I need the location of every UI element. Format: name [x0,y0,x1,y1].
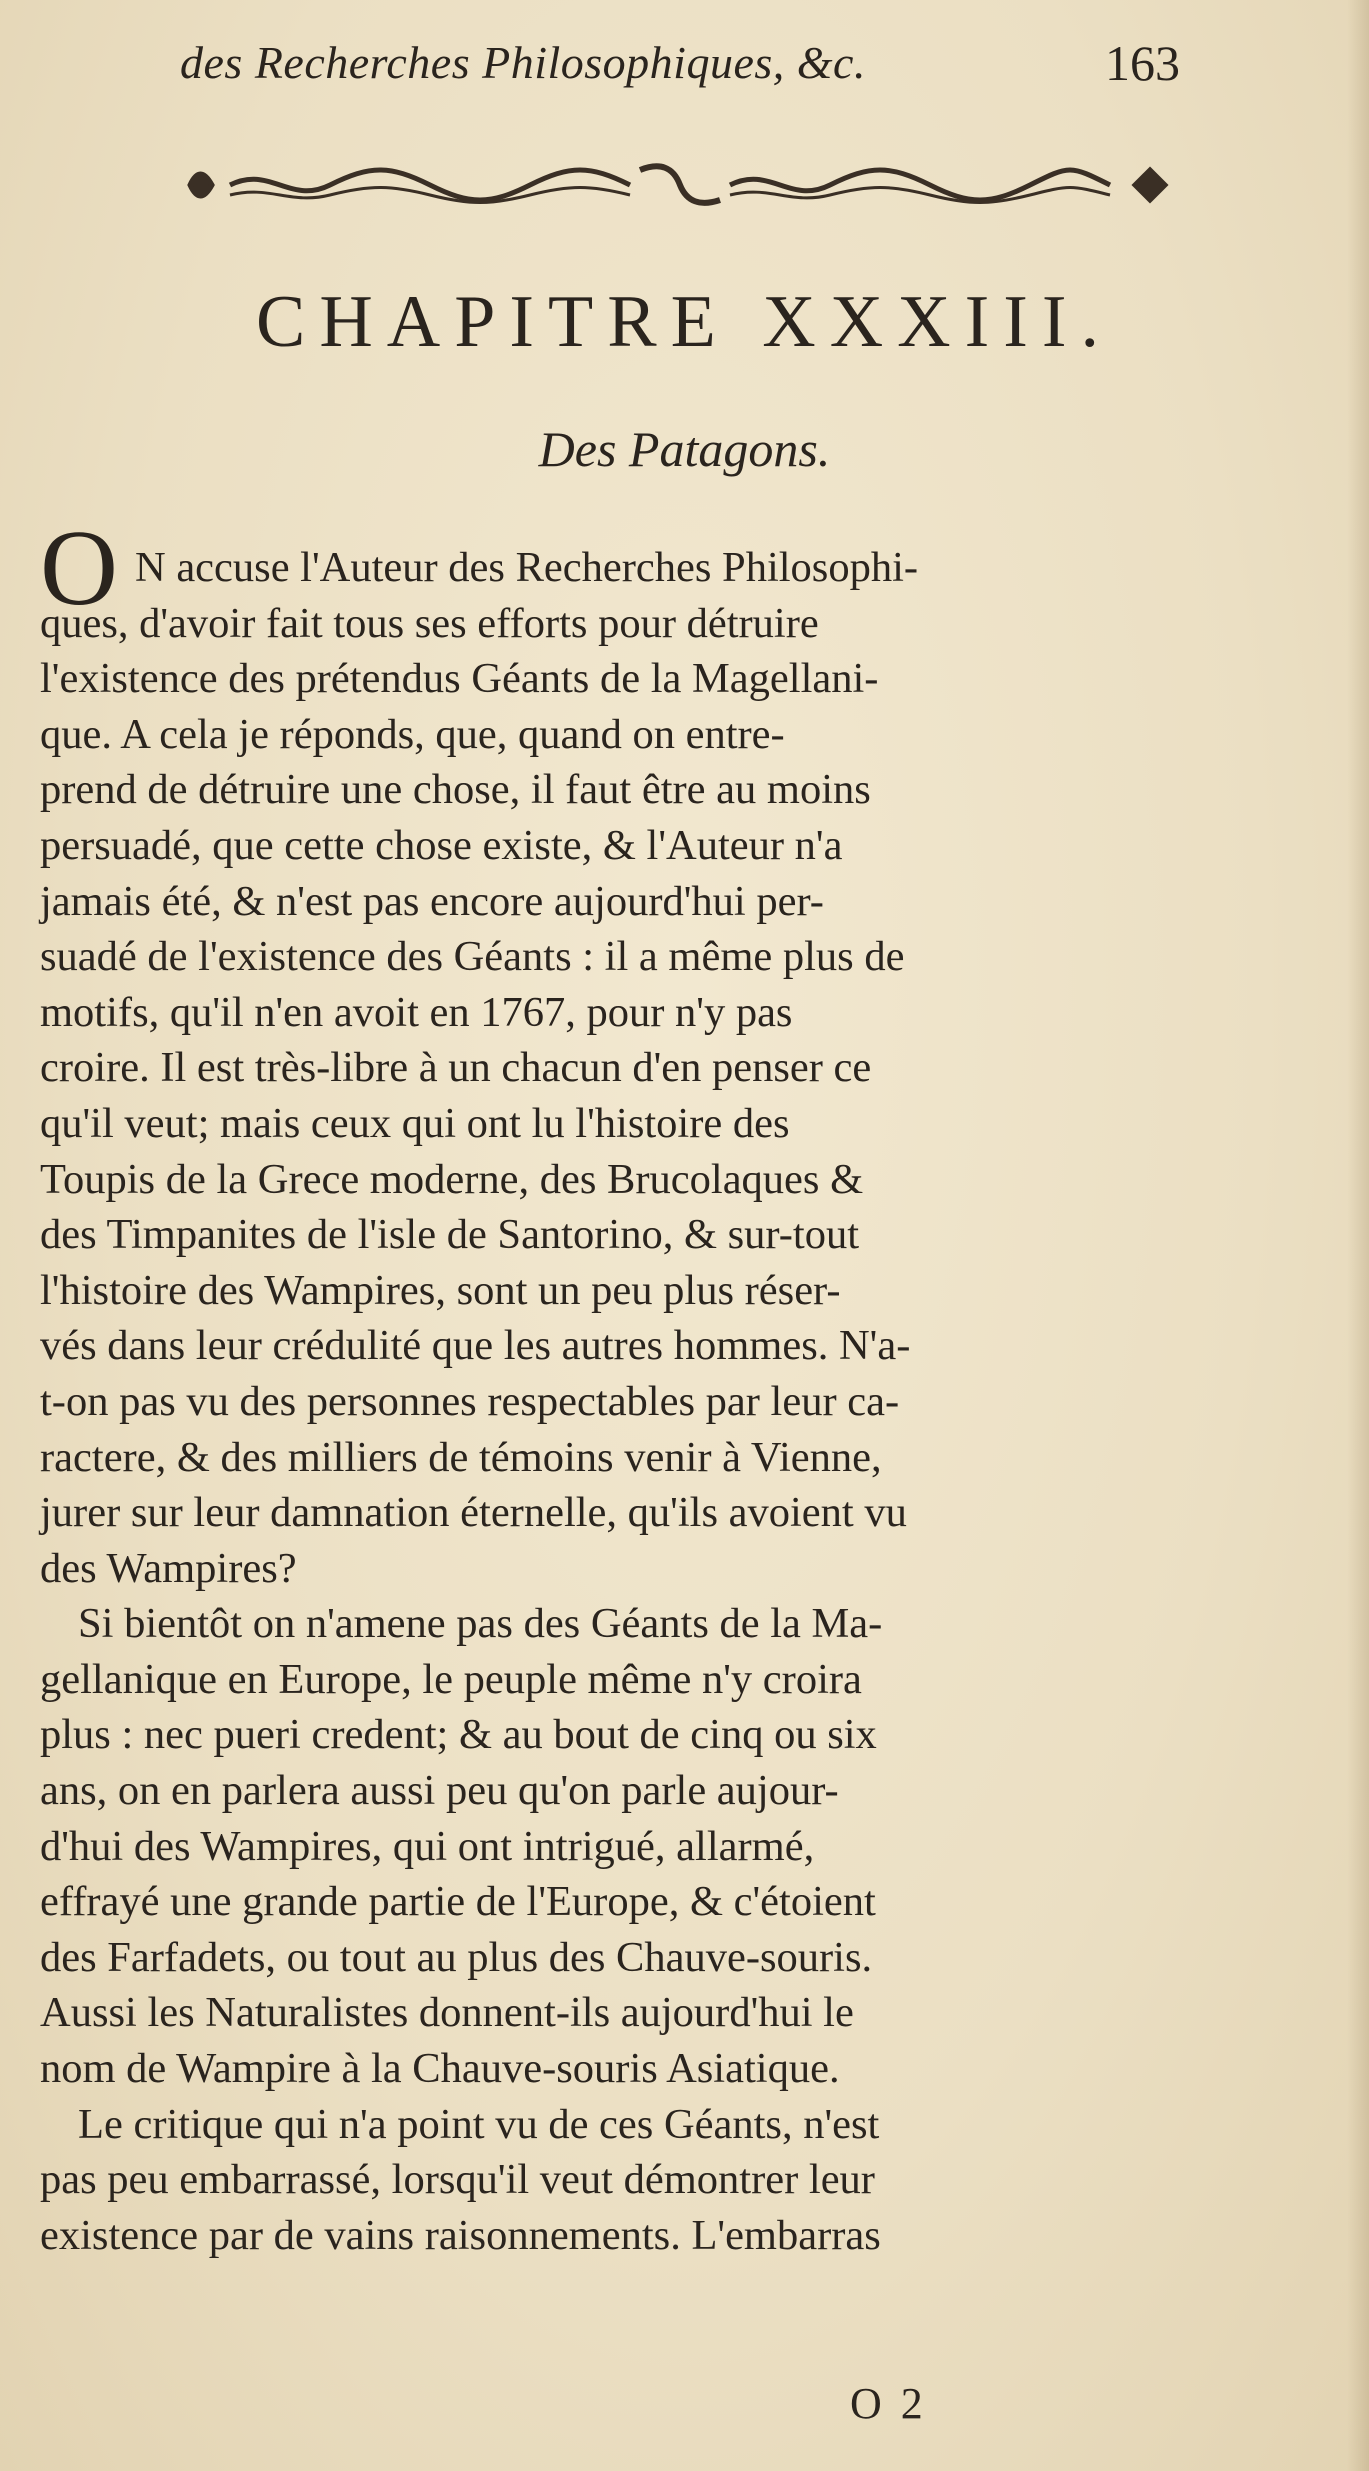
text-line: des Wampires? [40,1544,297,1592]
text-line: gellanique en Europe, le peuple même n'y croira [40,1655,862,1703]
page-header [180,28,1180,98]
chapter-title: CHAPITRE XXXIII. [255,281,1114,363]
running-head: des Recherches Philosophiques, &c. [180,37,866,88]
text-line: des Timpanites de l'isle de Santorino, & sur-tout [40,1211,859,1259]
text-line: l'histoire des Wampires, sont un peu plus réser- [40,1266,841,1314]
text-line: Toupis de la Grece moderne, des Brucolaques & [40,1155,864,1203]
text-line: d'hui des Wampires, qui ont intrigué, allarmé, [40,1822,815,1870]
drop-cap: O [40,509,118,628]
text-line: croire. Il est très-libre à un chacun d'en penser ce [40,1044,872,1092]
text-line: prend de détruire une chose, il faut être au moins [40,766,871,814]
text-line: ans, on en parlera aussi peu qu'on parle aujour- [40,1767,839,1815]
page-edge-shadow [1347,0,1369,2471]
text-line: des Farfadets, ou tout au plus des Chauve-souris. [40,1933,873,1981]
text-line: ractere, & des milliers de témoins venir à Vienne, [40,1433,882,1481]
text-line: plus : nec pueri credent; & au bout de cinq ou six [40,1711,877,1759]
text-line: jurer sur leur damnation éternelle, qu'ils avoient vu [40,1489,907,1537]
text-line: que. A cela je réponds, que, quand on entre- [40,710,785,758]
text-line: l'existence des prétendus Géants de la Magellani- [40,655,879,703]
text-line: t-on pas vu des personnes respectables par leur ca- [40,1377,900,1425]
chapter-subtitle: Des Patagons. [538,421,831,477]
text-line: nom de Wampire à la Chauve-souris Asiatique. [40,2045,840,2093]
signature-mark: O 2 [850,2379,927,2428]
decorative-ornament-band [170,150,1175,220]
text-line: suadé de l'existence des Géants : il a même plus de [40,933,905,981]
body-text [40,540,1115,2263]
text-line: qu'il veut; mais ceux qui ont lu l'histoire des [40,1099,790,1147]
text-line: Aussi les Naturalistes donnent-ils aujourd'hui le [40,1989,854,2037]
page-number: 163 [1105,35,1180,91]
text-line: N accuse l'Auteur des Recherches Philosophi- [135,544,919,591]
text-line: existence par de vains raisonnements. L'embarras [40,2211,881,2259]
text-line: ques, d'avoir fait tous ses efforts pour détruire [40,599,819,647]
text-line: Si bientôt on n'amene pas des Géants de la Ma- [78,1600,883,1648]
text-line: Le critique qui n'a point vu de ces Géants, n'est [78,2100,880,2148]
text-line: motifs, qu'il n'en avoit en 1767, pour n'y pas [40,988,793,1036]
text-line: vés dans leur crédulité que les autres hommes. N'a- [40,1322,911,1370]
text-line: persuadé, que cette chose existe, & l'Auteur n'a [40,821,843,869]
text-line: jamais été, & n'est pas encore aujourd'hui per- [40,877,824,925]
text-line: effrayé une grande partie de l'Europe, & c'étoient [40,1878,876,1926]
text-line: pas peu embarrassé, lorsqu'il veut démontrer leur [40,2156,875,2204]
